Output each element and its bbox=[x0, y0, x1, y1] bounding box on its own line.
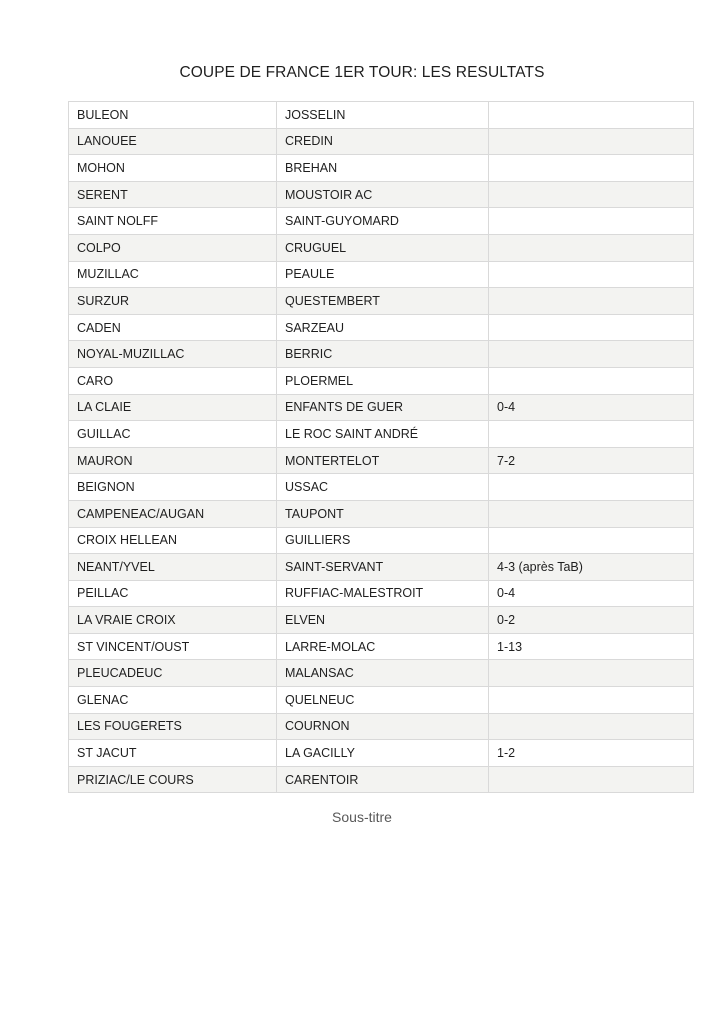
table-row bbox=[69, 527, 694, 554]
cell-score bbox=[489, 155, 694, 182]
cell-away-team: ELVEN bbox=[277, 607, 489, 634]
cell-home-team: LES FOUGERETS bbox=[69, 713, 277, 740]
cell-away-team: LARRE-MOLAC bbox=[277, 633, 489, 660]
cell-away-team: CREDIN bbox=[277, 128, 489, 155]
cell-home-team: CAMPENEAC/AUGAN bbox=[69, 500, 277, 527]
cell-away-team: MALANSAC bbox=[277, 660, 489, 687]
cell-score: 4-3 (après TaB) bbox=[489, 554, 694, 581]
table-row bbox=[69, 314, 694, 341]
cell-score bbox=[489, 474, 694, 501]
cell-home-team: CADEN bbox=[69, 314, 277, 341]
cell-away-team: CRUGUEL bbox=[277, 234, 489, 261]
cell-away-team: USSAC bbox=[277, 474, 489, 501]
cell-home-team: SERENT bbox=[69, 181, 277, 208]
table-row bbox=[69, 261, 694, 288]
table-row bbox=[69, 208, 694, 235]
cell-score bbox=[489, 314, 694, 341]
cell-away-team: QUELNEUC bbox=[277, 687, 489, 714]
cell-home-team: PLEUCADEUC bbox=[69, 660, 277, 687]
page-title: COUPE DE FRANCE 1ER TOUR: LES RESULTATS bbox=[179, 64, 545, 81]
cell-home-team: MAURON bbox=[69, 447, 277, 474]
table-row bbox=[69, 687, 694, 714]
cell-away-team: BREHAN bbox=[277, 155, 489, 182]
cell-home-team: ST VINCENT/OUST bbox=[69, 633, 277, 660]
cell-score bbox=[489, 208, 694, 235]
cell-home-team: PEILLAC bbox=[69, 580, 277, 607]
cell-away-team: CARENTOIR bbox=[277, 766, 489, 793]
cell-home-team: MOHON bbox=[69, 155, 277, 182]
table-row bbox=[69, 713, 694, 740]
cell-home-team: SAINT NOLFF bbox=[69, 208, 277, 235]
cell-home-team: GUILLAC bbox=[69, 421, 277, 448]
cell-home-team: LA VRAIE CROIX bbox=[69, 607, 277, 634]
cell-score bbox=[489, 713, 694, 740]
table-row bbox=[69, 740, 694, 767]
cell-home-team: LA CLAIE bbox=[69, 394, 277, 421]
table-row bbox=[69, 580, 694, 607]
cell-home-team: LANOUEE bbox=[69, 128, 277, 155]
table-row bbox=[69, 155, 694, 182]
cell-score: 1-13 bbox=[489, 633, 694, 660]
cell-away-team: ENFANTS DE GUER bbox=[277, 394, 489, 421]
cell-score bbox=[489, 421, 694, 448]
cell-score bbox=[489, 261, 694, 288]
cell-score: 0-4 bbox=[489, 394, 694, 421]
cell-away-team: LE ROC SAINT ANDRÉ bbox=[277, 421, 489, 448]
cell-score bbox=[489, 234, 694, 261]
cell-away-team: SAINT-GUYOMARD bbox=[277, 208, 489, 235]
cell-away-team: COURNON bbox=[277, 713, 489, 740]
table-row bbox=[69, 633, 694, 660]
table-row bbox=[69, 766, 694, 793]
cell-away-team: QUESTEMBERT bbox=[277, 288, 489, 315]
cell-score: 1-2 bbox=[489, 740, 694, 767]
cell-away-team: MONTERTELOT bbox=[277, 447, 489, 474]
cell-home-team: ST JACUT bbox=[69, 740, 277, 767]
cell-score bbox=[489, 181, 694, 208]
cell-home-team: SURZUR bbox=[69, 288, 277, 315]
cell-score bbox=[489, 500, 694, 527]
cell-home-team: COLPO bbox=[69, 234, 277, 261]
cell-away-team: BERRIC bbox=[277, 341, 489, 368]
cell-home-team: PRIZIAC/LE COURS bbox=[69, 766, 277, 793]
table-row bbox=[69, 367, 694, 394]
cell-home-team: NOYAL-MUZILLAC bbox=[69, 341, 277, 368]
page-subtitle: Sous-titre bbox=[332, 809, 392, 825]
cell-score bbox=[489, 367, 694, 394]
cell-score bbox=[489, 288, 694, 315]
cell-away-team: LA GACILLY bbox=[277, 740, 489, 767]
cell-home-team: NEANT/YVEL bbox=[69, 554, 277, 581]
table-row bbox=[69, 447, 694, 474]
cell-home-team: CROIX HELLEAN bbox=[69, 527, 277, 554]
cell-away-team: PLOERMEL bbox=[277, 367, 489, 394]
cell-score bbox=[489, 766, 694, 793]
table-row bbox=[69, 474, 694, 501]
cell-home-team: BEIGNON bbox=[69, 474, 277, 501]
cell-score: 7-2 bbox=[489, 447, 694, 474]
table-row bbox=[69, 554, 694, 581]
cell-home-team: BULEON bbox=[69, 102, 277, 129]
table-row bbox=[69, 288, 694, 315]
results-table-body bbox=[69, 102, 694, 793]
table-row bbox=[69, 128, 694, 155]
table-row bbox=[69, 341, 694, 368]
cell-home-team: CARO bbox=[69, 367, 277, 394]
cell-score: 0-4 bbox=[489, 580, 694, 607]
table-row bbox=[69, 660, 694, 687]
results-table bbox=[68, 101, 694, 793]
cell-away-team: GUILLIERS bbox=[277, 527, 489, 554]
cell-away-team: SARZEAU bbox=[277, 314, 489, 341]
cell-score bbox=[489, 660, 694, 687]
cell-score bbox=[489, 128, 694, 155]
table-row bbox=[69, 181, 694, 208]
cell-score bbox=[489, 527, 694, 554]
cell-away-team: JOSSELIN bbox=[277, 102, 489, 129]
cell-score bbox=[489, 102, 694, 129]
table-row bbox=[69, 102, 694, 129]
cell-away-team: PEAULE bbox=[277, 261, 489, 288]
cell-home-team: MUZILLAC bbox=[69, 261, 277, 288]
cell-away-team: MOUSTOIR AC bbox=[277, 181, 489, 208]
table-row bbox=[69, 394, 694, 421]
cell-away-team: SAINT-SERVANT bbox=[277, 554, 489, 581]
cell-home-team: GLENAC bbox=[69, 687, 277, 714]
table-row bbox=[69, 607, 694, 634]
table-row bbox=[69, 234, 694, 261]
cell-away-team: TAUPONT bbox=[277, 500, 489, 527]
cell-away-team: RUFFIAC-MALESTROIT bbox=[277, 580, 489, 607]
table-row bbox=[69, 500, 694, 527]
cell-score: 0-2 bbox=[489, 607, 694, 634]
cell-score bbox=[489, 341, 694, 368]
table-row bbox=[69, 421, 694, 448]
cell-score bbox=[489, 687, 694, 714]
